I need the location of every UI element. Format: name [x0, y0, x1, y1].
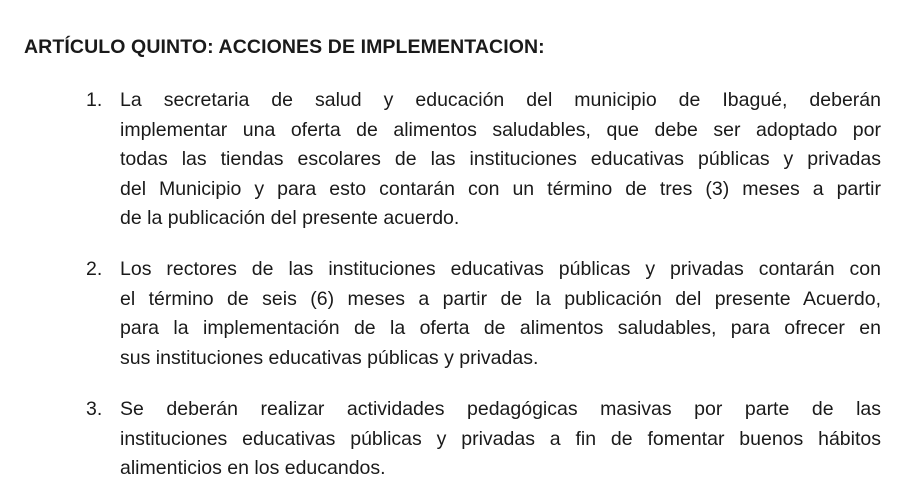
item-line: Se deberán realizar actividades pedagógicas masivas por parte de las — [120, 398, 881, 420]
list-item — [86, 255, 880, 373]
item-number: 2. — [86, 258, 103, 280]
list-item — [86, 86, 880, 234]
item-text — [120, 86, 881, 234]
list-item — [86, 395, 880, 484]
item-line: implementar una oferta de alimentos saludables, que debe ser adoptado por — [120, 118, 881, 141]
item-number: 1. — [86, 89, 103, 111]
item-line: para la implementación de la oferta de alimentos saludables, para ofrecer en — [120, 317, 881, 339]
item-line: La secretaria de salud y educación del municipio de Ibagué, deberán — [120, 89, 881, 111]
item-line: sus instituciones educativas públicas y privadas. — [120, 346, 539, 369]
item-line: instituciones educativas públicas y privadas a fin de fomentar buenos hábitos — [120, 427, 881, 450]
item-line: Los rectores de las instituciones educativas públicas y privadas contarán con — [120, 258, 881, 280]
article-heading: ARTÍCULO QUINTO: ACCIONES DE IMPLEMENTACION: — [24, 36, 545, 58]
item-line: todas las tiendas escolares de las instituciones educativas públicas y privadas — [120, 148, 881, 170]
item-text — [120, 395, 881, 484]
item-line: de la publicación del presente acuerdo. — [120, 207, 460, 229]
item-line: el término de seis (6) meses a partir de la publicación del presente Acuerdo, — [120, 287, 881, 310]
item-line: alimenticios en los educandos. — [120, 457, 386, 479]
item-number: 3. — [86, 398, 103, 420]
item-line: del Municipio y para esto contarán con un término de tres (3) meses a partir — [120, 177, 881, 200]
item-text — [120, 255, 881, 373]
